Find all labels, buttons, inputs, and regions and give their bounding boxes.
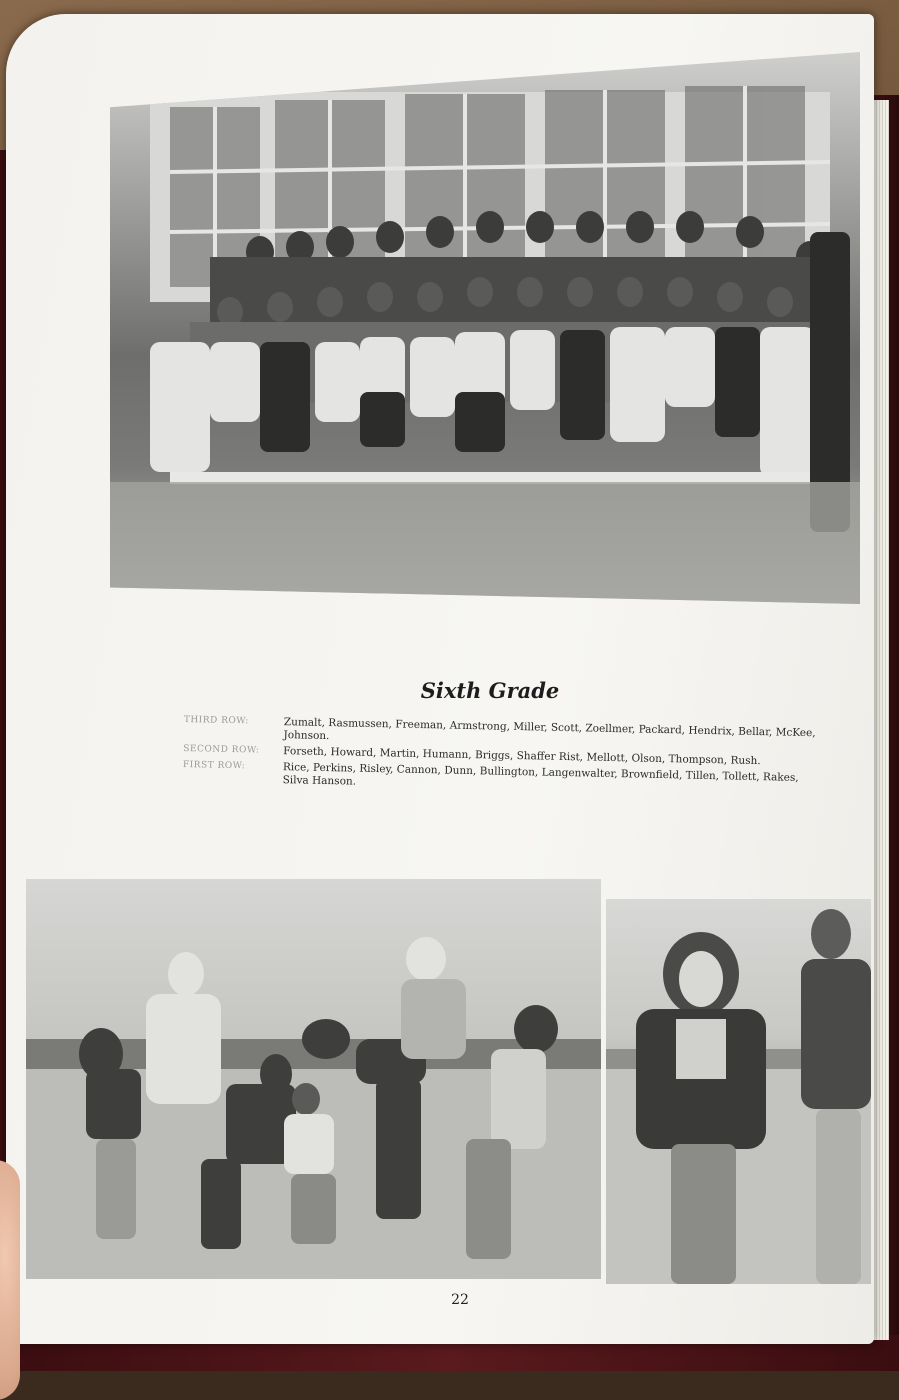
row-label: FIRST ROW: — [182, 759, 246, 772]
page-number: 22 — [451, 1292, 469, 1308]
row-names: Rice, Perkins, Risley, Cannon, Dunn, Bullington, Langenwalter, Brownfield, Tillen, Tollett, Rakes, Silva Hanson. — [282, 761, 799, 788]
row-names: Zumalt, Rasmussen, Freeman, Armstrong, Miller, Scott, Zoellmer, Packard, Hendrix, Bellar, McKee, Johnson. — [283, 716, 816, 743]
class-group-photo — [110, 52, 860, 604]
thumb — [0, 1160, 20, 1400]
children-illustration — [606, 899, 871, 1284]
row-names: Forseth, Howard, Martin, Humann, Briggs, Shaffer Rist, Mellott, Olson, Thompson, Rush. — [283, 745, 761, 768]
row-label: SECOND ROW: — [183, 743, 260, 756]
class-photo-illustration — [110, 52, 860, 604]
yearbook-page — [6, 14, 874, 1344]
row-label: THIRD ROW: — [183, 714, 249, 727]
playground-illustration — [26, 879, 601, 1279]
playground-photo-left — [26, 879, 601, 1279]
caption-title: Sixth Grade — [420, 678, 560, 703]
name-rows — [182, 714, 823, 801]
playground-photo-right — [606, 899, 871, 1284]
